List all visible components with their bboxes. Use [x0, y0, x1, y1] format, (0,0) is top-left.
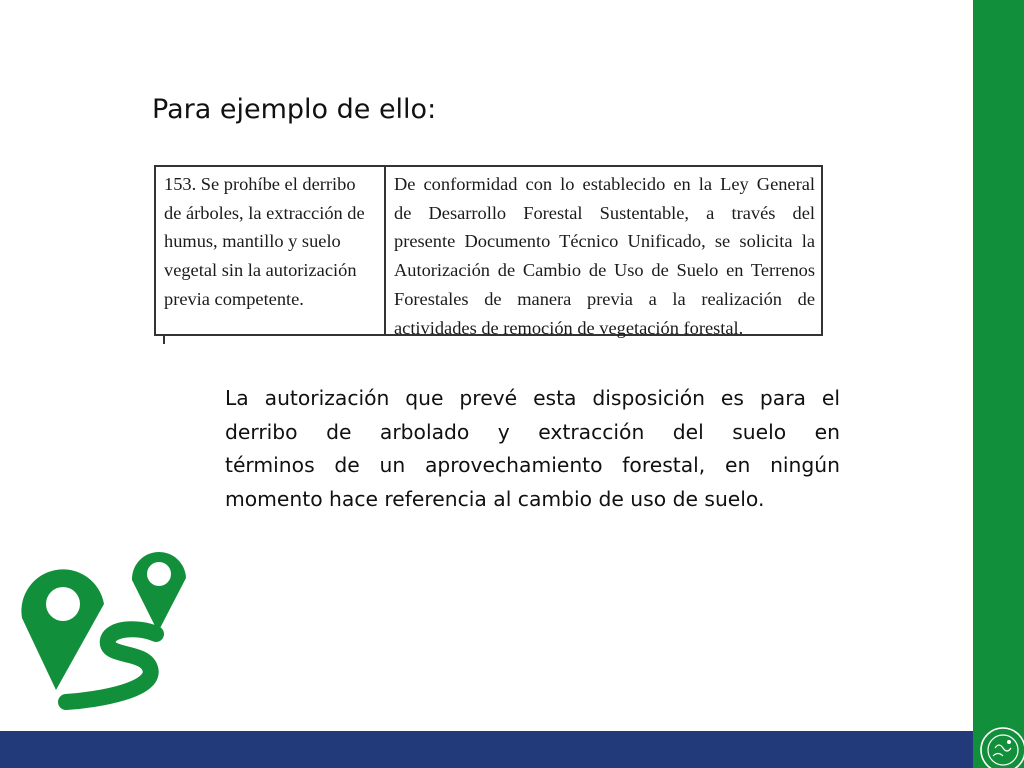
- scan-right-line: Autorización de Cambio de Uso de Suelo en Terrenos: [394, 260, 815, 281]
- scan-right-line: presente Documento Técnico Unificado, se solicita la: [394, 231, 815, 252]
- scan-left-line: humus, mantillo y suelo: [164, 231, 341, 252]
- body-line: términos de un aprovechamiento forestal, en ningún: [225, 453, 840, 477]
- body-line: La autorización que prevé esta disposición es para el: [225, 386, 840, 410]
- body-paragraph: [225, 382, 840, 516]
- seal-emblem-icon: [973, 718, 1024, 768]
- scan-left-line: 153. Se prohíbe el derribo: [164, 174, 356, 194]
- scan-left-line: vegetal sin la autorización: [164, 260, 357, 281]
- body-line: momento hace referencia al cambio de uso de suelo.: [225, 486, 765, 511]
- scan-right-line: Forestales de manera previa a la realización de: [394, 288, 815, 309]
- body-line: derribo de arbolado y extracción del suelo en: [225, 419, 840, 444]
- scanned-document-table: [154, 165, 823, 336]
- scan-right-line: actividades de remoción de vegetación forestal.: [394, 317, 744, 338]
- right-accent-bar: [973, 0, 1024, 768]
- scan-left-line: de árboles, la extracción de: [164, 202, 365, 223]
- bottom-accent-bar: [0, 731, 973, 768]
- scan-right-line: de Desarrollo Forestal Sustentable, a través del: [394, 202, 815, 223]
- scan-artifact-mark: [163, 336, 165, 344]
- map-pins-route-icon: [8, 540, 198, 720]
- scan-left-line: previa competente.: [164, 288, 304, 309]
- scan-right-line: De conformidad con lo establecido en la Ley General: [394, 174, 815, 194]
- slide-title: Para ejemplo de ello:: [152, 94, 437, 125]
- scan-right-column: [386, 167, 821, 338]
- scan-left-column: [156, 167, 386, 334]
